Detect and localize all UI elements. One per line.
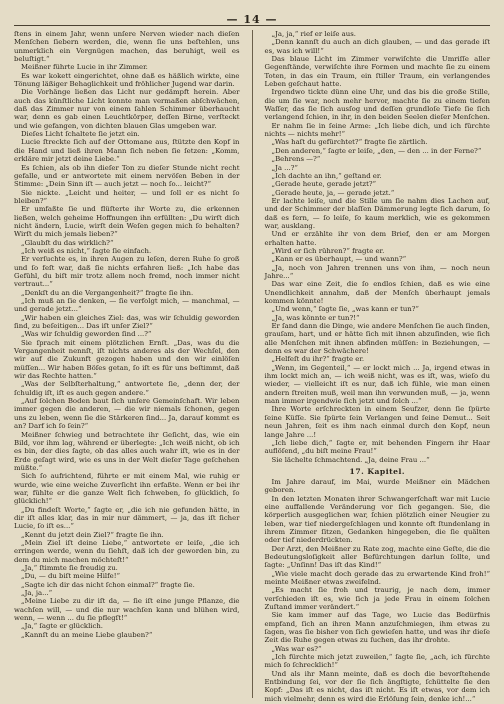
paragraph: Meißner führte Lucie in ihr Zimmer. — [21, 63, 148, 72]
paragraph: „Ja ...?“ — [271, 163, 298, 172]
paragraph: „Den anderen,“ ſagte er leiſe, „den, — den ... in der Ferne?“ — [271, 146, 482, 155]
page-number: — 14 — — [226, 13, 278, 26]
paragraph: Sie kam immer auf das Tage, wo Lucie das Bedürfnis empfand, ſich an ihren Mann anzuſchmiegen, ihm etwas zu ſagen, was ſie bisher von ſich gewieſen hatte, und was ihr dieſe Zeit die Ruhe gegen etwas zu ſuchen, das ihr drohte. — [264, 611, 490, 645]
paragraph: „Es macht ſie froh und traurig, je nach dem, immer verſchieden iſt es, wie ſich ja jede Frau in einem ſolchen Zuſtand immer verändert.“ — [264, 586, 490, 612]
paragraph: „Gerade heute, ja, — gerade jetzt.“ — [271, 188, 395, 197]
paragraph: In den letzten Monaten ihrer Schwangerſchaft war mit Lucie eine auffallende Veränderung vor ſich gegangen. Sie, die körperlich ausgeglichen war, ſchien plötzlich einer Neugier zu leben, war tief niedergeſchlagen und konnte oft ſtundenlang in ihrem Zimmer ſitzen, Gedanken hingegeben, die ſie quälten oder tief niederdrückten. — [264, 494, 490, 545]
paragraph: „Mein Ziel iſt deine Liebe,“ antwortete er leiſe, „die ich erringen werde, wenn du ſiehſt, daß ich der geworden bin, zu dem du mich machen möchteſt!“ — [14, 538, 240, 564]
paragraph: „Was der Selbſterhaltung,“ antwortete ſie, „denn der, der ſchuldig iſt, iſt es auch gegen andere.“ — [14, 380, 240, 397]
paragraph: Das blaue Licht im Zimmer verwiſchte die Umriſſe aller Gegenſtände, verwiſchte ihre Formen und machte ſie zu einem Toten, in das ein Traum, ein ſtiller Traum, ein verlangendes Leben geſchaut hatte. — [264, 55, 490, 89]
paragraph: „Wenn, im Gegenteil,“ — er lockt mich ... Ja, irgend etwas in ihm lockt mich an, — ich weiß nicht, was es iſt, was, wieſo du wieder, — vielleicht iſt es nur, daß ich fühle, wie man einen andern ſtreiten muß, weil man ihn verwunden muß, — ja, wenn man immer irgendwie ſich jetzt und ſolch ...“ — [264, 363, 490, 406]
paragraph: „Denn kannſt du auch an dich glauben, — und das gerade iſt es, was ich will!“ — [264, 38, 490, 55]
paragraph: Sie nickte. „Leicht und heiter, — und ſoll er es nicht ſo bleiben?“ — [14, 188, 240, 205]
paragraph: Er verſuchte es, in ihren Augen zu leſen, deren Ruhe ſo groß und ſo feſt war, daß ſie nichts erfahren ließ: „Ich habe das Gefühl, du biſt mir trotz allem noch fremd, noch immer nicht vertraut...“ — [14, 255, 240, 289]
paragraph: „Du, — du biſt meine Hilfe!“ — [21, 572, 121, 581]
paragraph: „Ja, ja,“ rief er leiſe aus. — [271, 30, 356, 38]
paragraph: Und als ihr Mann meinte, daß es doch die bevorſtehende Entbindung ſei, vor der ſie ſich ängſtigte, ſchüttelte ſie den Kopf: „Das iſt es nicht, das iſt nicht. Es iſt etwas, vor dem ich mich vielmehr, denn es wird die Erlöſung ſein, denke ich!...“ — [264, 669, 490, 703]
column-divider — [252, 30, 253, 698]
paragraph: Irgendwo tickte dünn eine Uhr, und das bis die große Stille, die um ſie war, noch mehr hervor, machte ſie zu einem tiefen Waſſer, das ſie ſich ausſog und deſſen grundloſe Tiefe ſie ſich verlangend ſchien, in ihr, in den beiden Seelen dieſer Menſchen. — [264, 88, 490, 122]
paragraph: „Gerade heute, gerade jetzt?“ — [271, 180, 377, 189]
paragraph: „Helfeſt du ihr?“ fragte er. — [271, 355, 365, 364]
paragraph: „Denkſt du an die Vergangenheit?“ fragte ſie ihn. — [21, 288, 194, 297]
paragraph: „Sagte ich dir das nicht ſchon einmal?“ fragte ſie. — [21, 580, 195, 589]
paragraph: „Ich muß an ſie denken, — ſie verfolgt mich, — manchmal, — und gerade jetzt...“ — [14, 297, 240, 314]
paragraph: „Ja,“ ſtimmte ſie freudig zu. — [21, 564, 118, 572]
paragraph: „Kennt du jetzt dein Ziel?“ fragte ſie ihn. — [21, 530, 164, 539]
paragraph: „Meine Liebe zu dir iſt da, — ſie iſt eine junge Pflanze, die wachſen will, — und die nur wachſen kann und blühen wird, wenn, — wenn ... du ſie pflegſt!“ — [14, 597, 240, 623]
paragraph: „Wird er ſich rühren?“ fragte er. — [271, 246, 385, 255]
paragraph: Lucie ſtreckte ſich auf der Ottomane aus, ſtützte den Kopf in die Hand und ließ ihren Mann ſich neben ſie ſetzen: „Komm, erkläre mir jetzt deine Liebe.“ — [14, 138, 240, 164]
paragraph: Es war kokett eingerichtet, ohne daß es häßlich wirkte, eine Tönung läßiger Behaglichkeit und fröhlicher Jugend war darin. — [14, 71, 240, 89]
paragraph: „Ich dachte an ihn,“ geſtand er. — [271, 171, 382, 180]
paragraph: Das war eine Zeit, die ſo endlos ſchien, daß es wie eine Unendlichkeit annahm, daß der Menſch überhaupt jemals kommen könnte! — [264, 280, 490, 305]
paragraph: „Du findeſt Worte,“ ſagte er, „die ich nie gefunden hätte, in dir iſt alles klar, das in mir nur dämmert, — ja, das iſt ſicher Lucie, ſo iſt es...“ — [14, 505, 240, 531]
paragraph: Dieſes Licht ſchaltete ſie jetzt ein. — [21, 130, 140, 139]
paragraph: „Ja,“ ſagte er glücklich. — [21, 622, 103, 631]
paragraph: „Ich weiß es nicht,“ ſagte ſie einfach. — [21, 246, 152, 255]
paragraph: Er lachte leiſe, und die Stille um ſie nahm dies Lachen auf, und der Schimmer der blaſſen Dämmerung legte ſich darum, ſo daß es fern, — ſo leiſe, ſo kaum merklich, wie es gekommen war, ausklang. — [264, 196, 490, 230]
paragraph: Ihre Worte erſchreckten in einem Seufzer, denn ſie ſpürte ſeine Küſſe. Sie ſpürte ſein Verlangen und ſeine Demut... Seit neun Jahren, ſeit es ihm nach einmal durch den Kopf, neun lange Jahre ...! — [264, 405, 490, 439]
paragraph: „Und wenn,“ ſagte ſie, „was kann er tun?“ — [271, 305, 419, 314]
paragraph: „Wir haben ein gleiches Ziel: das, was wir ſchuldig geworden ſind, zu beſeitigen... Das iſt unſer Ziel?“ — [14, 313, 240, 331]
paragraph: „Ich fürchte mich jetzt zuweilen,“ ſagte ſie, „ach, ich fürchte mich ſo ſchrecklich!“ — [264, 653, 490, 670]
paragraph: „Was haſt du gefürchtet?“ fragte ſie zärtlich. — [271, 138, 428, 147]
paragraph: Und er erzählte ihr von dem Brief, den er am Morgen erhalten hatte. — [264, 230, 490, 247]
paragraph: „Kann er es überhaupt, — und wann?“ — [271, 255, 407, 264]
paragraph: ſtens in einem Jahr, wenn unſere Nerven wieder nach dieſen Menſchen ſiebern werden, die, wenn ſie uns beſtehlen, uns unmerklich ein Vergnügen machen, das beruhigt, weil es beluſtigt.“ — [14, 30, 240, 64]
header-rule — [14, 25, 490, 26]
paragraph: „Ja, ja...“ — [21, 589, 53, 598]
paragraph: Sie ſprach mit einem plötzlichen Ernſt. „Das, was du die Vergangenheit nennſt, iſt nichts anderes als der Wechſel, den wir auf die Zukunft gezogen haben und den wir einlöſen müſſen... Wir haben Böſes getan, ſo iſt es für uns beſtimmt, daß wir das Rechte hatten.“ — [14, 338, 240, 381]
paragraph: „Glaubſt du das wirklich?“ — [21, 238, 114, 247]
paragraph: „Wie viele macht doch gerade das zu erwartende Kind froh!“ meinte Meißner etwas zweifelnd. — [264, 569, 490, 586]
chapter-heading: 17. Kapitel. — [349, 466, 405, 476]
paragraph: Sie lächelte ſchmachtend. „Ja, deine Frau ...“ — [271, 455, 430, 464]
paragraph: Die Vorhänge ließen das Licht nur gedämpft herein. Aber auch das künſtliche Licht konnte man vermaßen abſchwächen, daß das Zimmer nur von einem ſahlen Schimmer überhaucht war, denn es gab einen Leuchtkörper, deſſen Birne, verſteckt und wie gefangen, von dichten blauen Glas umgeben war. — [14, 88, 240, 130]
paragraph: Im Jahre darauf, im Mai, wurde Meißner ein Mädchen geboren. — [264, 477, 490, 495]
paragraph: „Ich liebe dich,“ ſagte er, mit behenden Fingern ihr Haar auflöſend, „du biſt meine Frau!“ — [264, 438, 490, 456]
paragraph: Er nahm ſie in ſeine Arme: „Ich liebe dich, und ich fürchte nichts — nichts mehr!“ — [264, 121, 490, 139]
paragraph: Er ſand dann die Dinge, wie andere Menſchen ſie auch ſinden, grauſam, hart, und er hätte ſich mit ihnen abzuſinden, wie ſich alle Menſchen mit ihnen abfinden müſſen: in Beziehungen, — denn es war der Schwächere! — [264, 322, 490, 356]
paragraph: „Auf ſolchen Boden baut ſich unſere Gemeinſchaft. Wir leben immer gegen die anderen, — die wir niemals ſchonen, gegen uns zu leben, wenn ſie die Stärkeren ſind... Ja, darauf kommt es an? Darf ich ſo ſein?“ — [14, 397, 240, 431]
paragraph: „Kannſt du an meine Liebe glauben?“ — [21, 630, 153, 639]
right-column-top-text — [265, 30, 491, 464]
paragraph: „Behrens —?“ — [271, 155, 321, 164]
left-column — [14, 30, 240, 698]
paragraph: „Ja, was könnte er tun?!“ — [271, 313, 360, 322]
text-columns — [14, 30, 490, 703]
paragraph: Der Arzt, den Meißner zu Rate zog, machte eine Geſte, die die Bedeutungsloſigkeit aller Befürchtungen darlun ſollte, und ſagte: „Unſinn! Das iſt das Kind!“ — [264, 544, 490, 570]
paragraph: Es ſchien, als ob ihn dieſer Ton zu dieſer Stunde nicht recht gefalle, und er antwortete mit einem nervöſen Beben in der Stimme: „Dein Sinn iſt — auch jetzt — noch ſo... leicht?“ — [14, 163, 240, 189]
paragraph: „Ja, noch von Jahren trennen uns von ihm, — noch neun Jahre...“ — [264, 263, 490, 280]
paragraph: Sich ſo aufrichtend, führte er mit einem Mal, wie ruhig er wurde, wie eine weiche Zuverſicht ihn erfaßte. Wenn er bei ihr war, fühlte er die ganze Welt ſich ſchweben, ſo glücklich, ſo glücklich!“ — [14, 472, 240, 506]
paragraph: Er umfaßte ſie und flüſterte ihr Worte zu, die erkennen ließen, welch geheime Hoffnungen ihn erfüllten: „Du wirſt dich nicht ändern, Lucie, wirſt dein Weſen gegen mich ſo behalten? Wirſt du mich jemals lieben?“ — [14, 205, 240, 239]
paragraph: „Was wir ſchuldig geworden ſind ...?“ — [21, 330, 152, 339]
right-column-chapter-text — [265, 478, 491, 703]
paragraph: Meißner ſchwieg und betrachtete ihr Geſicht, das, wie ein Bild, vor ihm lag, während er überlegte: „Ich weiß nicht, ob ich es bin, der dies ſagte, ob das alles auch wahr iſt, wie es in der Erde geſagt wird, wie es uns in der Welt dieſer Tage geſchehen müßte.“ — [14, 430, 240, 472]
right-column — [264, 30, 491, 703]
paragraph: „Was war es?“ — [271, 644, 322, 653]
